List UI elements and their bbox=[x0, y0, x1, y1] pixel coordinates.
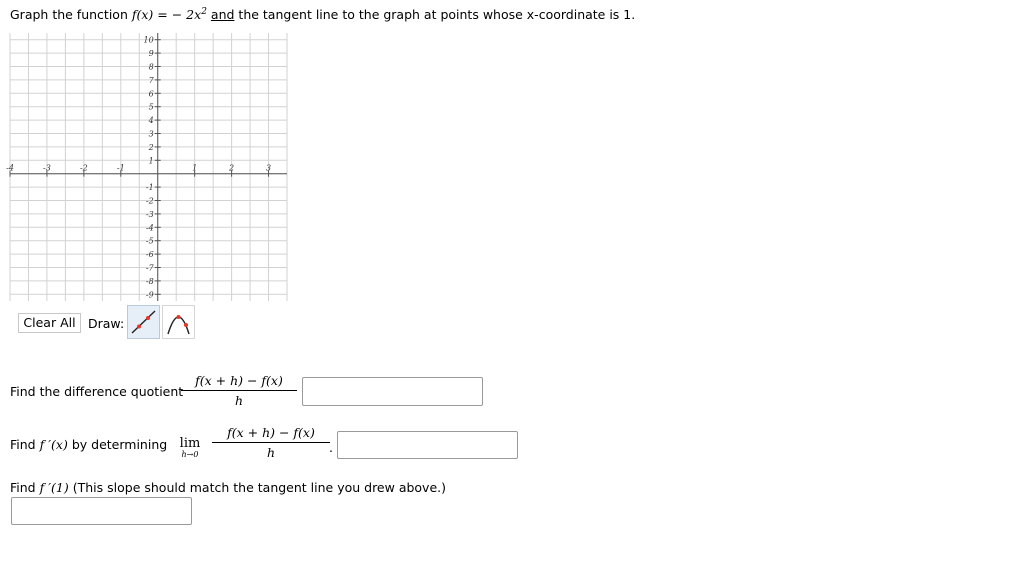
y-tick-label: 6 bbox=[148, 89, 154, 99]
derivative-input[interactable] bbox=[337, 431, 518, 459]
function-lhs: f(x) = bbox=[131, 7, 168, 23]
x-tick-label: 1 bbox=[192, 163, 198, 173]
question-slope-label bbox=[10, 480, 446, 495]
graph-canvas[interactable] bbox=[6, 33, 287, 301]
difference-quotient-fraction bbox=[181, 373, 297, 408]
lim-subscript: h→0 bbox=[181, 450, 199, 459]
problem-prompt bbox=[10, 7, 635, 22]
y-tick-label: 10 bbox=[143, 35, 154, 45]
parabola-tool-button[interactable] bbox=[162, 305, 195, 339]
y-tick-label: -2 bbox=[145, 196, 154, 206]
y-tick-label: -9 bbox=[145, 290, 154, 300]
q2-period: . bbox=[329, 440, 333, 455]
y-tick-label: 4 bbox=[148, 116, 154, 126]
fraction-denominator: h bbox=[266, 445, 276, 460]
y-tick-label: 8 bbox=[148, 62, 154, 72]
q2-fprime: f ′(x) bbox=[39, 437, 68, 452]
line-tool-button[interactable] bbox=[127, 305, 160, 339]
clear-all-button[interactable]: Clear All bbox=[18, 313, 81, 333]
function-rhs: − $2x^2$ bbox=[171, 7, 207, 23]
lim-text: lim bbox=[179, 436, 201, 451]
y-tick-label: -3 bbox=[145, 209, 154, 219]
y-tick-label: 9 bbox=[148, 49, 154, 59]
q2-find: Find bbox=[10, 437, 36, 452]
y-tick-label: -7 bbox=[145, 263, 154, 273]
limit-operator bbox=[177, 436, 203, 459]
q3-fprime: f ′(1) bbox=[39, 480, 69, 495]
x-tick-label: -2 bbox=[79, 163, 88, 173]
x-tick-label: 2 bbox=[229, 163, 235, 173]
y-tick-label: -5 bbox=[145, 236, 154, 246]
question-derivative-label bbox=[10, 437, 167, 452]
x-tick-label: -3 bbox=[43, 163, 51, 173]
q3-text: (This slope should match the tangent line you drew above.) bbox=[72, 480, 446, 495]
slope-at-1-input[interactable] bbox=[11, 497, 192, 525]
draw-label: Draw: bbox=[88, 316, 125, 331]
q2-by-determining: by determining bbox=[71, 437, 168, 452]
line-tool-icon bbox=[128, 306, 159, 338]
y-tick-label: 2 bbox=[148, 142, 154, 152]
difference-quotient-input[interactable] bbox=[302, 377, 483, 406]
y-tick-label: -1 bbox=[145, 183, 154, 193]
fraction-numerator: f(x + h) − f(x) bbox=[195, 373, 283, 388]
x-tick-label: -4 bbox=[6, 163, 14, 173]
prompt-prefix: Graph the function bbox=[10, 7, 128, 23]
y-tick-label: 5 bbox=[148, 102, 154, 112]
y-tick-label: 3 bbox=[148, 129, 154, 139]
y-tick-label: -4 bbox=[145, 223, 154, 233]
y-tick-label: 1 bbox=[148, 156, 154, 166]
fraction-denominator: h bbox=[234, 393, 244, 408]
parabola-tool-icon bbox=[163, 306, 194, 338]
x-tick-label: 3 bbox=[265, 163, 272, 173]
x-tick-label: -1 bbox=[116, 163, 125, 173]
prompt-suffix: the tangent line to the graph at points whose x-coordinate is 1. bbox=[238, 7, 636, 23]
y-tick-label: -8 bbox=[145, 276, 154, 286]
y-tick-label: 7 bbox=[148, 75, 154, 85]
prompt-and: and bbox=[210, 7, 235, 23]
question-difference-quotient-label: Find the difference quotient bbox=[10, 384, 184, 399]
q3-find: Find bbox=[10, 480, 36, 495]
derivative-fraction bbox=[212, 425, 330, 460]
fraction-numerator: f(x + h) − f(x) bbox=[227, 425, 315, 440]
graph-background bbox=[10, 33, 287, 301]
y-tick-label: -6 bbox=[145, 250, 154, 260]
